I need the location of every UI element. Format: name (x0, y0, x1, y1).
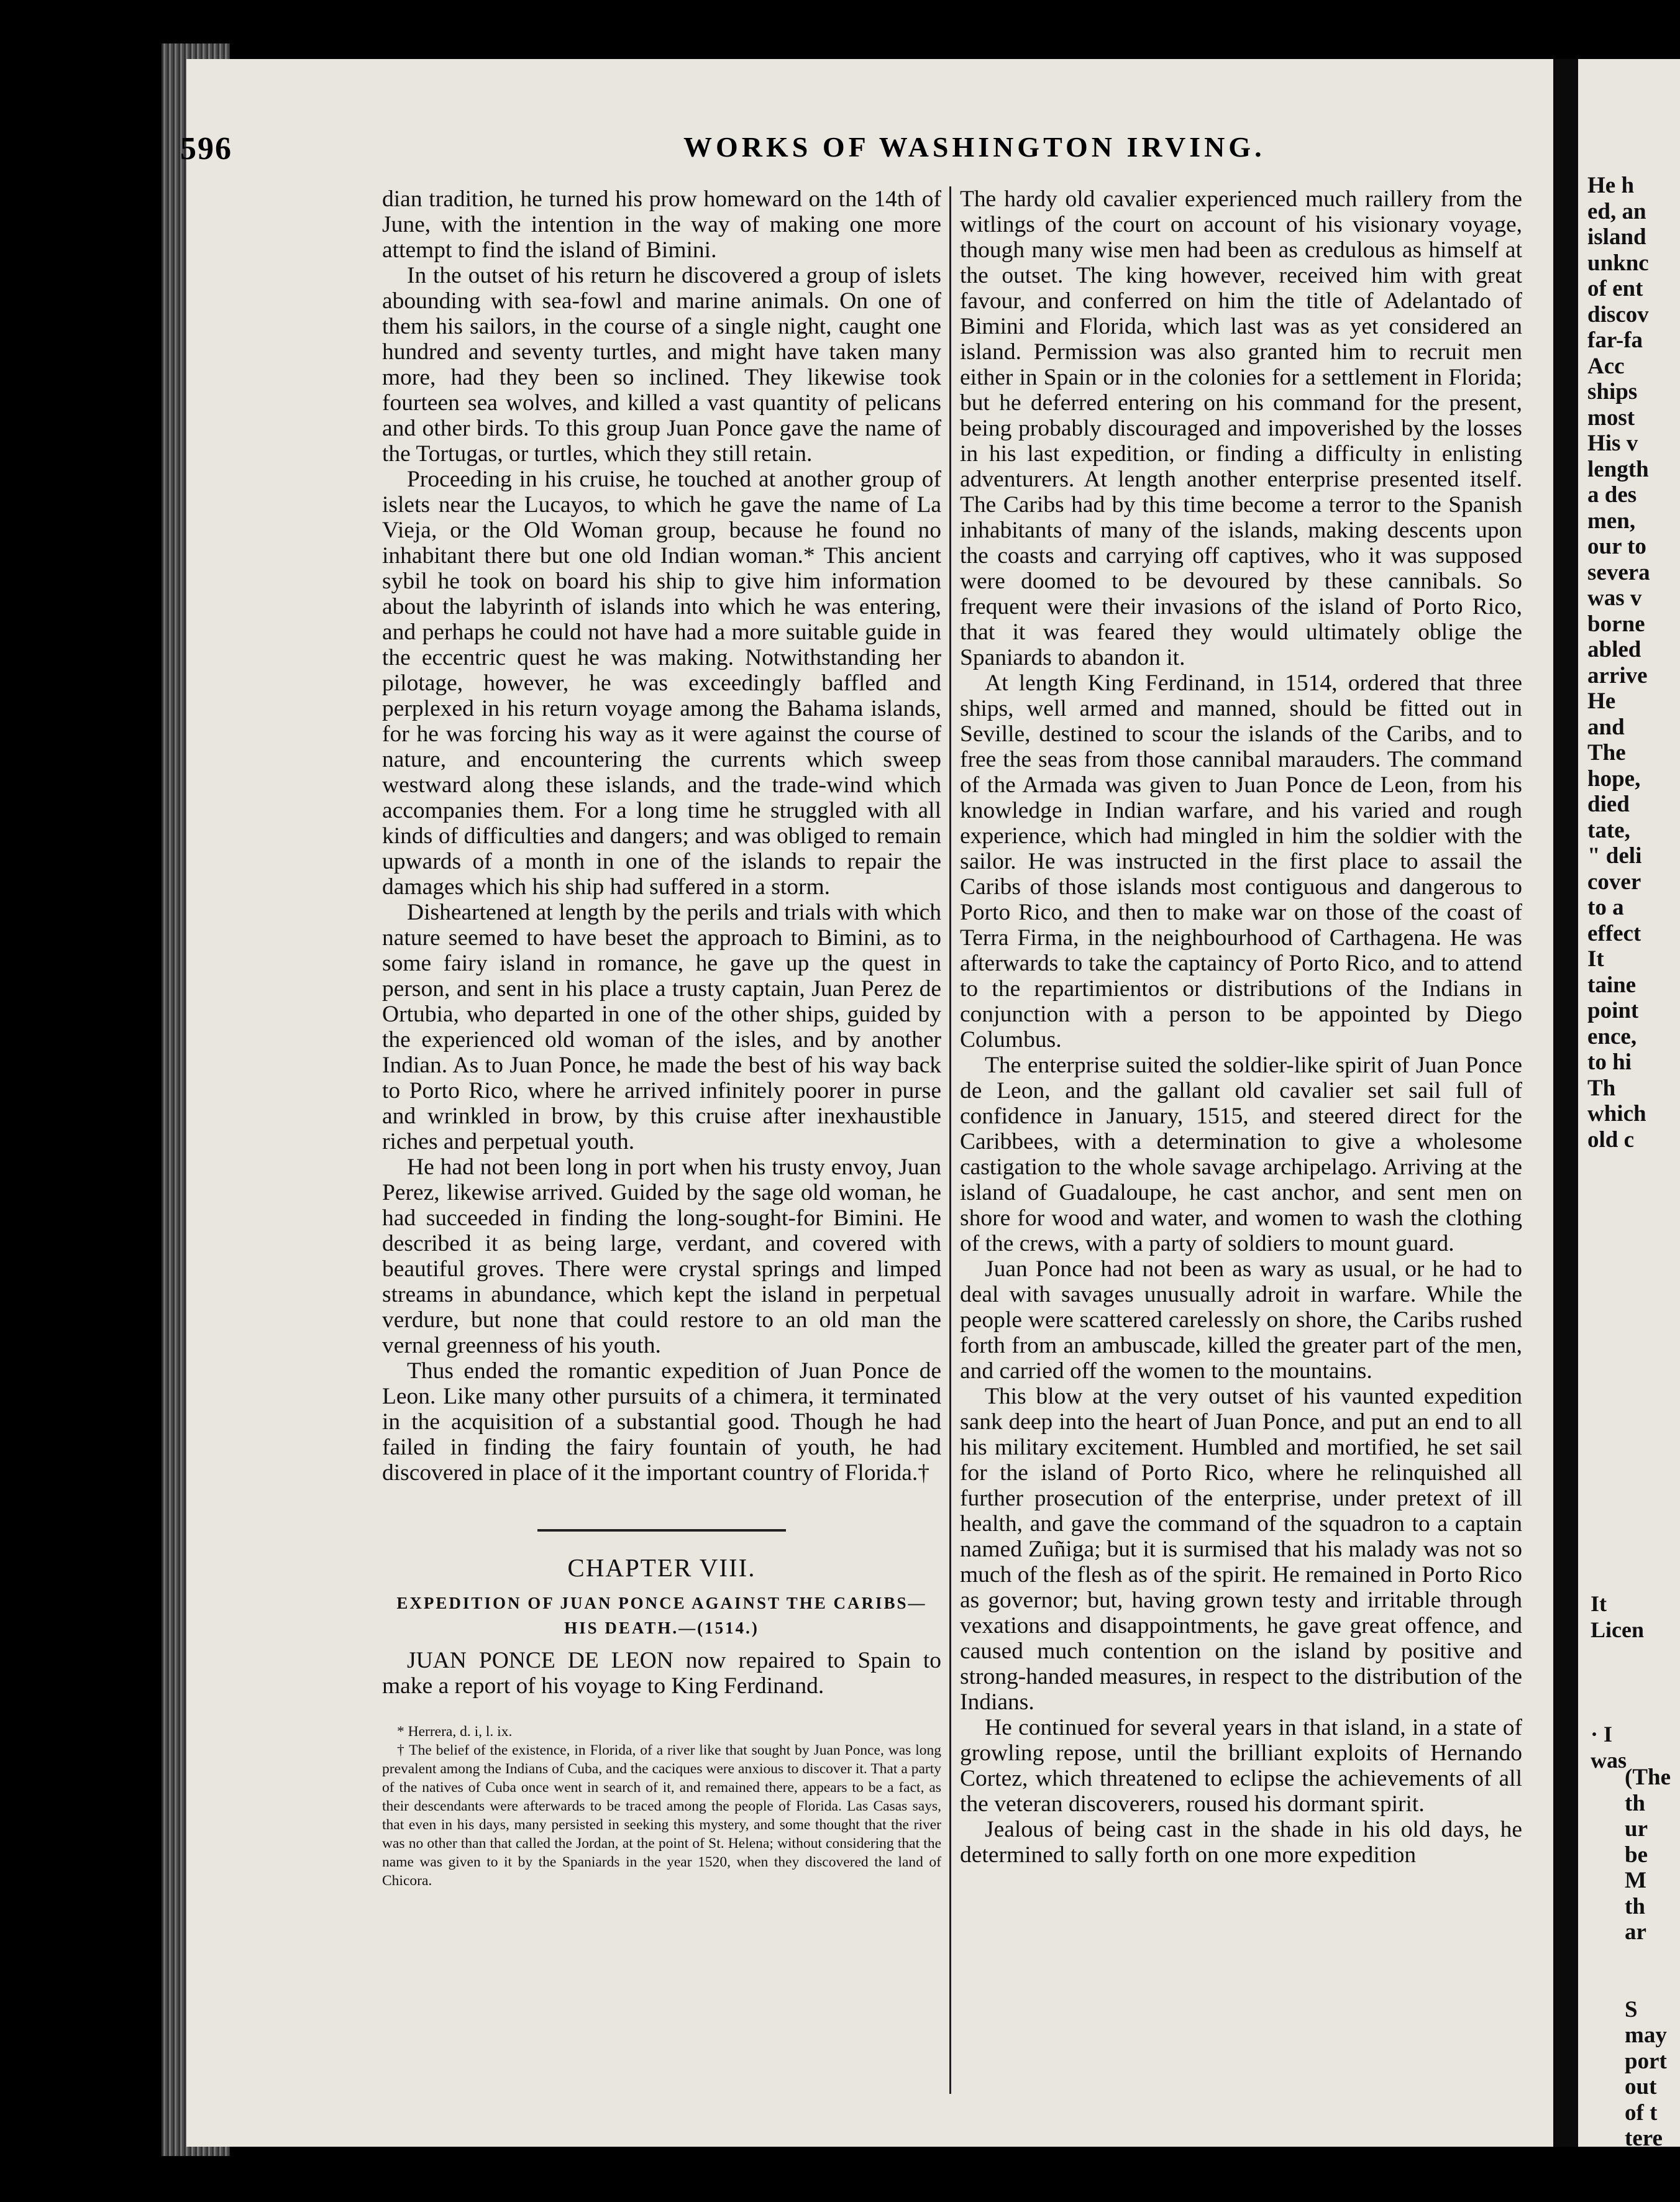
next-page-line (1625, 1945, 1671, 1971)
next-page-line: Th (1587, 1075, 1616, 1101)
column-divider (949, 186, 951, 2094)
next-page-line: our to (1587, 534, 1646, 559)
next-page-line: severa (1587, 559, 1650, 585)
next-page-line: It (1587, 946, 1604, 972)
next-page-line: and (1587, 714, 1625, 740)
next-page-line: S (1625, 1996, 1638, 2022)
paragraph: This blow at the very outset of his vaunted expedition sank deep into the heart of Juan Ponce, and put an end to all his military excitement. Humbled and mortified, he set sail for the island of Porto Rico, where he relinquished all further prosecution of the enterprise, under pretext of ill health, and gave the command of the squadron to a captain named Zuñiga; but it is surmised that his malady was not so much of the flesh as of the spirit. He remained in Porto Rico as governor; but, having grown testy and irritable through vexations and disappointments, he gave great offence, and caused much contention on the island by positive and strong-handed measures, in respect to the distribution of the Indians. (960, 1384, 1522, 1715)
next-page-line: length (1587, 456, 1649, 482)
next-page-line: The (1587, 740, 1626, 765)
next-page-line (1625, 1971, 1671, 1997)
next-page-line: may (1625, 2022, 1667, 2048)
paragraph: He had not been long in port when his trusty envoy, Juan Perez, likewise arrived. Guided by the sage old woman, he had succeeded in finding the long-sought-for Bimini. He described it as being large, verdant, and covered with beautiful groves. There were crystal springs and limped streams in abundance, which kept the island in perpetual verdure, but none that could restore to an old man the vernal greenness of his youth. (382, 1154, 941, 1358)
page-number: 596 (180, 131, 232, 167)
next-page-line: island (1587, 224, 1646, 250)
next-page-lower-text (1591, 1591, 1644, 1773)
next-page-line: which (1587, 1101, 1646, 1126)
chapter-summary: EXPEDITION OF JUAN PONCE AGAINST THE CARIBS—HIS DEATH.—(1514.) (396, 1594, 927, 1637)
next-page-line: ships (1587, 379, 1638, 404)
next-page-line: ence, (1587, 1023, 1637, 1049)
next-page-line: tere (1625, 2126, 1663, 2151)
next-page-line: port (1625, 2048, 1667, 2074)
next-page-line: to a (1587, 895, 1624, 920)
next-page-line: of ent (1587, 276, 1643, 301)
next-page-line: ed, an (1587, 198, 1646, 224)
next-page-line: most (1587, 404, 1635, 431)
paragraph: Thus ended the romantic expedition of Juan Ponce de Leon. Like many other pursuits of a chimera, it terminated in the acquisition of a substantial good. Though he had failed in finding the fairy fountain of youth, he had discovered in place of it the important country of Florida.† (382, 1358, 941, 1486)
footnote: * Herrera, d. i, l. ix. (397, 1724, 513, 1740)
next-page-line: He (1587, 688, 1616, 714)
running-head: WORKS OF WASHINGTON IRVING. (683, 131, 1266, 163)
next-page-line: ur (1625, 1816, 1648, 1842)
next-page-line: ar (1625, 1919, 1646, 1945)
next-page-line: a des (1587, 482, 1637, 508)
next-page-line: · I (1591, 1722, 1613, 1747)
next-page-line: tate, (1587, 817, 1630, 843)
chapter-opening: JUAN PONCE DE LEON now repaired to Spain to make a report of his voyage to King Ferdinand. (382, 1648, 941, 1699)
next-page-line: (The (1625, 1765, 1671, 1790)
book-gutter (1553, 59, 1578, 2147)
next-page-line: point (1587, 998, 1639, 1023)
paragraph: The hardy old cavalier experienced much raillery from the witlings of the court on account of his visionary voyage, though many wise men had been as credulous as himself at the outset. The king however, received him with great favour, and conferred on him the title of Adelantado of Bimini and Florida, which last was as yet considered an island. Permission was also granted him to recruit men either in Spain or in the colonies for a settlement in Florida; but he deferred entering on his command for the present, being probably discouraged and impoverished by the losses in his last expedition, or finding a difficulty in enlisting adventurers. At length another enterprise presented itself. The Caribs had by this time become a terror to the Spanish inhabitants of many of the islands, making descents upon the coasts and carrying off captives, who it was supposed were doomed to be devoured by these cannibals. So frequent were their invasions of the island of Porto Rico, that it was feared they would ultimately oblige the Spaniards to abandon it. (960, 186, 1522, 670)
paragraph: dian tradition, he turned his prow homeward on the 14th of June, with the intention in the way of making one more attempt to find the island of Bimini. (382, 186, 941, 263)
next-page-line: was v (1587, 585, 1642, 611)
right-column (960, 186, 1522, 1868)
paragraph: At length King Ferdinand, in 1514, ordered that three ships, well armed and manned, should be fitted out in Seville, destined to scour the islands of the Caribs, and to free the seas from those cannibal marauders. The command of the Armada was given to Juan Ponce de Leon, from his knowledge in Indian warfare, and his varied and rough experience, which had mingled in him the soldier with the sailor. He was instructed in the first place to assail the Caribs of those islands most contiguous and dangerous to Porto Rico, and then to make war on those of the coast of Terra Firma, in the neighbourhood of Carthagena. He was afterwards to take the captaincy of Porto Rico, and to attend to the repartimientos or distributions of the Indians in conjunction with a person to be appointed by Diego Columbus. (960, 670, 1522, 1053)
paragraph: Juan Ponce had not been as wary as usual, or he had to deal with savages unusually adroit in warfare. While the people were scattered carelessly on shore, the Caribs rushed forth from an ambuscade, killed the greater part of the men, and carried off the women to the mountains. (960, 1256, 1522, 1384)
paragraph: In the outset of his return he discovered a group of islets abounding with sea-fowl and marine animals. On one of them his sailors, in the course of a single night, caught one hundred and seventy turtles, and might have taken many more, had they been so inclined. They likewise took fourteen sea wolves, and killed a vast quantity of pelicans and other birds. To this group Juan Ponce gave the name of the Tortugas, or turtles, which they still retain. (382, 263, 941, 467)
next-page-line: Licen (1591, 1617, 1644, 1642)
next-page-line: abled (1587, 637, 1641, 662)
next-page-line: effect (1587, 920, 1641, 946)
next-page-line: unknc (1587, 250, 1649, 276)
left-column (382, 186, 941, 1890)
chapter-title: CHAPTER VIII. (567, 1553, 756, 1582)
next-page-line: be (1625, 1842, 1648, 1868)
chapter-rule (537, 1529, 786, 1532)
next-page-line: th (1625, 1790, 1645, 1816)
paragraph: Jealous of being cast in the shade in his old days, he determined to sally forth on one more expedition (960, 1817, 1522, 1868)
next-page-line: out (1625, 2074, 1657, 2099)
next-page-line: Acc (1587, 353, 1625, 379)
next-page-line: of t (1625, 2099, 1658, 2126)
next-page-line: His v (1587, 431, 1638, 456)
next-page-line: M (1625, 1868, 1646, 1893)
next-page-line: died (1587, 792, 1630, 817)
next-page-line: men, (1587, 508, 1636, 534)
next-page-line: arrive (1587, 662, 1648, 688)
next-page-line: discov (1587, 301, 1649, 327)
footnotes (382, 1722, 941, 1890)
next-page-line: It (1591, 1591, 1607, 1616)
next-page-footnote-text (1625, 1765, 1671, 2152)
next-page-line: hope, (1587, 765, 1641, 792)
next-page-line: taine (1587, 972, 1637, 998)
next-page-line: to hi (1587, 1049, 1632, 1075)
paragraph: Proceeding in his cruise, he touched at another group of islets near the Lucayos, to which he gave the name of La Vieja, or the Old Woman group, because he found no inhabitant there but one old Indian woman.* This ancient sybil he took on board his ship to give him information about the labyrinth of islands into which he was entering, and perhaps he could not have had a more suitable guide in the eccentric quest he was making. Notwithstanding her pilotage, however, he was exceedingly baffled and perplexed in his return voyage among the Bahama islands, for he was forcing his way as it were against the course of nature, and encountering the currents which sweep westward along these islands, and the trade-wind which accompanies them. For a long time he struggled with all kinds of difficulties and dangers; and was obliged to remain upwards of a month in one of the islands to repair the damages which his ship had suffered in a storm. (382, 467, 941, 900)
next-page-line (1591, 1643, 1644, 1669)
next-page-line: th (1625, 1893, 1645, 1919)
footnote: † The belief of the existence, in Florida, of a river like that sought by Juan Ponce, was long prevalent among the Indians of Cuba, and the caciques were anxious to discover it. That a party of the natives of Cuba once went in search of it, and remained there, appears to be a fact, as their descendants were afterwards to be traced among the people of Florida. Las Casas says, that even in his days, many persisted in seeking this mystery, and some thought that the river was no other than that called the Jordan, at the point of St. Helena; without considering that the name was given to it by the Spaniards in the year 1520, when they discovered the land of Chicora. (382, 1742, 941, 1889)
next-page-line (1591, 1695, 1644, 1721)
paragraph: Disheartened at length by the perils and trials with which nature seemed to have beset the approach to Bimini, as to some fairy island in romance, he gave up the quest in person, and sent in his place a trusty captain, Juan Perez de Ortubia, who departed in one of the other ships, guided by the experienced old woman of the isles, and by another Indian. As to Juan Ponce, he made the best of his way back to Porto Rico, where he arrived infinitely poorer in purse and wrinkled in brow, by this cruise after inexhaustible riches and perpetual youth. (382, 900, 941, 1154)
next-page-line: old c (1587, 1126, 1635, 1153)
next-page-line: cover (1587, 869, 1641, 895)
next-page-line: far-fa (1587, 327, 1643, 353)
next-page-line (1591, 1669, 1644, 1695)
next-page-text (1587, 173, 1650, 1153)
next-page-line: borne (1587, 611, 1645, 637)
next-page-line: He h (1587, 173, 1635, 198)
next-page-line: " deli (1587, 843, 1642, 869)
paragraph: The enterprise suited the soldier-like spirit of Juan Ponce de Leon, and the gallant old cavalier set sail full of confidence in January, 1515, and steered direct for the Caribbees, with a determination to give a wholesome castigation to the whole savage archipelago. Arriving at the island of Guadaloupe, he cast anchor, and sent men on shore for wood and water, and women to wash the clothing of the crews, with a party of soldiers to mount guard. (960, 1053, 1522, 1256)
next-page-line: was (1591, 1748, 1627, 1773)
paragraph: He continued for several years in that island, in a state of growling repose, until the brilliant exploits of Hernando Cortez, which threatened to eclipse the achievements of all the veteran discoverers, roused his dormant spirit. (960, 1715, 1522, 1817)
